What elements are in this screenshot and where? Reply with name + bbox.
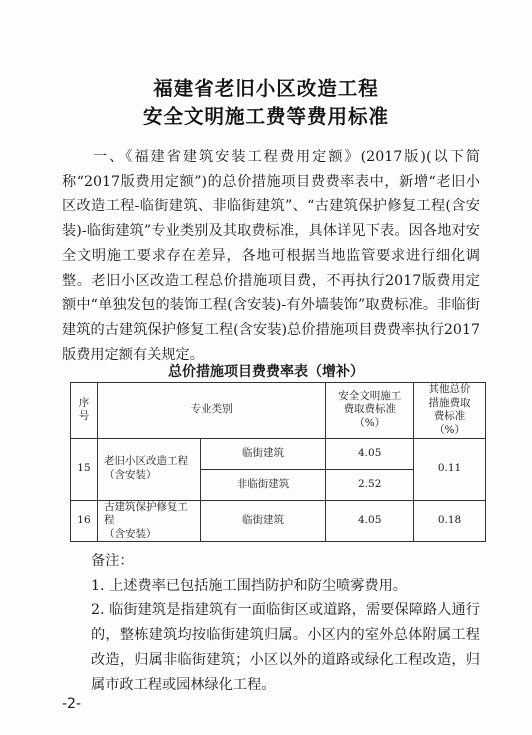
row-safety-rate: 4.05: [326, 500, 414, 542]
header-safety-rate: 安全文明施工 费取费标准 （%）: [326, 383, 414, 439]
note-item-1: 1. 上述费率已包括施工围挡防护和防尘喷雾费用。: [91, 577, 407, 594]
table-row: [71, 500, 486, 542]
row-safety-rate: 2.52: [326, 469, 414, 500]
note-item-2: 2. 临街建筑是指建筑有一面临街区或道路，需要保障路人通行的，整栋建筑均按临街建筑归属。小区内的室外总体附属工程改造，归属非临街建筑；小区以外的道路或绿化工程改造，归属市政工程或园林绿化工程。: [91, 602, 480, 693]
notes-heading: 备注：: [91, 553, 134, 569]
notes-section: [62, 549, 480, 697]
header-seq: 序 号: [71, 383, 98, 439]
row-other-rate: 0.18: [414, 500, 486, 542]
row-project: 古建筑保护修复工程 （含安装）: [97, 500, 200, 542]
row-sub-type: 临街建筑: [200, 500, 326, 542]
row-seq: 16: [71, 500, 98, 542]
document-title-line2: 安全文明施工费等费用标准: [142, 105, 389, 128]
table-title: 总价措施项目费费率表（增补）: [168, 364, 364, 380]
document-title-line1: 福建省老旧小区改造工程: [153, 77, 379, 100]
header-category: 专业类别: [97, 383, 325, 439]
row-project: 老旧小区改造工程 （含安装）: [97, 438, 200, 500]
row-sub-type: 非临街建筑: [200, 469, 326, 500]
row-other-rate: 0.11: [414, 438, 486, 500]
row-safety-rate: 4.05: [326, 438, 414, 469]
page-number: -2-: [62, 696, 82, 712]
body-paragraph-text: 一、《福建省建筑安装工程费用定额》(2017版)(以下简称“2017版费用定额”)的总价措施项目费费率表中，新增“老旧小区改造工程-临街建筑、非临街建筑”、“古建筑保护修复工程(含安装)-临街建筑”专业类别及其取费标准，具体详见下表。因各地对安全文明施工要求存在差异，各地可根据当地监管要求进行细化调整。老旧小区改造工程总价措施项目费，不再执行2017版费用定额中“单独发包的装饰工程(含安装)-有外墙装饰”取费标准。非临街建筑的古建筑保护修复工程(含安装)总价措施项目费费率执行2017版费用定额有关规定。: [62, 149, 480, 363]
row-sub-type: 临街建筑: [200, 438, 326, 469]
row-seq: 15: [71, 438, 98, 500]
table-header-row: [71, 383, 486, 439]
header-other-rate: 其他总价 措施费取 费标准 （%）: [414, 383, 486, 439]
table-row: [71, 438, 486, 469]
body-paragraph: [62, 145, 480, 367]
fee-rate-table: [70, 382, 486, 542]
